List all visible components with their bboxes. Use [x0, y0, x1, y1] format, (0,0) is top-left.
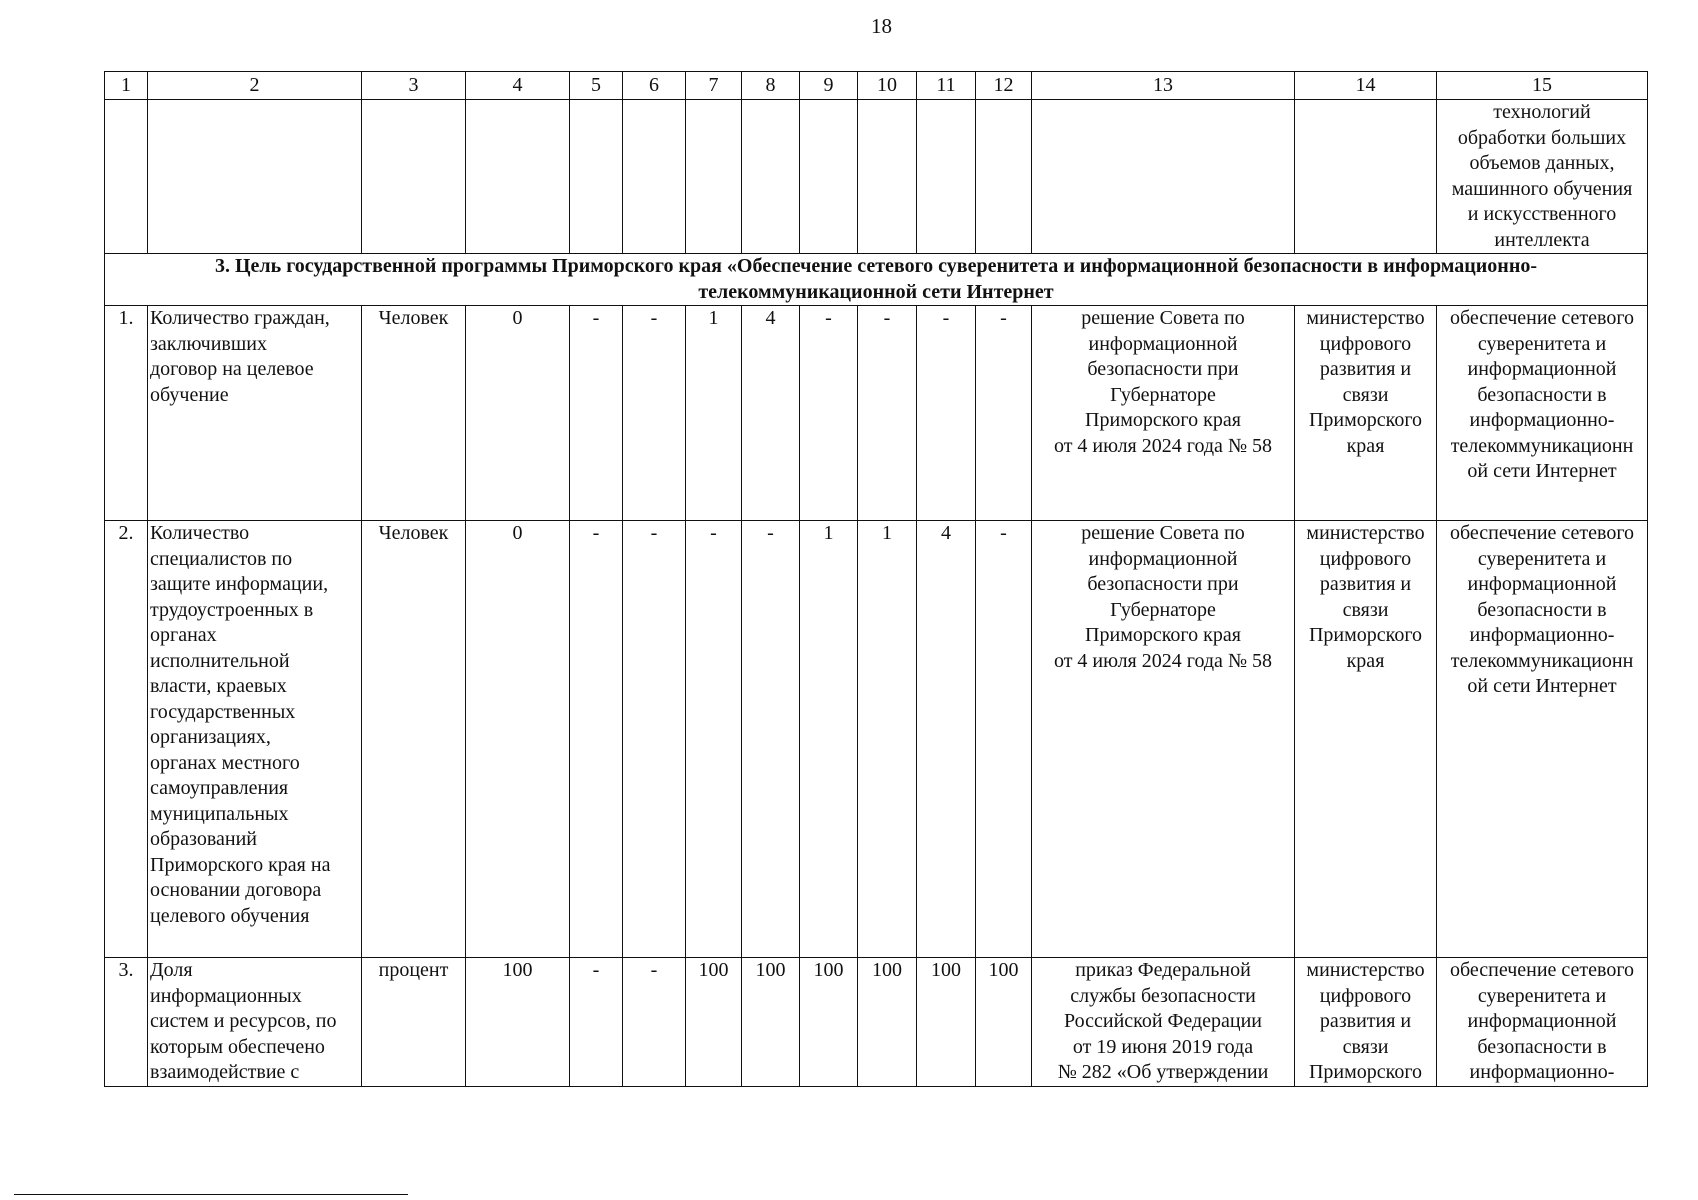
document-cell: решение Совета по информационной безопасности при Губернаторе Приморского края от 4 июля 2024 года № 58 — [1032, 521, 1295, 958]
table-row — [105, 306, 1648, 521]
indicator-name: Количество граждан, заключивших договор на целевое обучение — [148, 306, 362, 521]
column-number: 7 — [686, 72, 742, 100]
value-col6: - — [623, 306, 686, 521]
value-col10: 100 — [858, 958, 917, 1087]
value-col8: 100 — [742, 958, 800, 1087]
continuation-row — [105, 100, 1648, 254]
unit-cell: Человек — [362, 306, 466, 521]
value-col10: 1 — [858, 521, 917, 958]
column-number: 15 — [1437, 72, 1648, 100]
column-number-row — [105, 72, 1648, 100]
value-col7: 100 — [686, 958, 742, 1087]
value-col6: - — [623, 521, 686, 958]
page-number: 18 — [871, 14, 892, 38]
column-number: 1 — [105, 72, 148, 100]
value-col5: - — [570, 306, 623, 521]
value-col11: 4 — [917, 521, 976, 958]
column-number: 3 — [362, 72, 466, 100]
indicator-name: Доля информационных систем и ресурсов, по которым обеспечено взаимодействие с — [148, 958, 362, 1087]
row-number: 3. — [105, 958, 148, 1087]
responsible-cell: министерство цифрового развития и связи Приморского края — [1295, 521, 1437, 958]
responsible-cell: министерство цифрового развития и связи Приморского края — [1295, 306, 1437, 521]
footer-rule — [14, 1194, 408, 1195]
value-col8: 4 — [742, 306, 800, 521]
responsible-cell: министерство цифрового развития и связи Приморского — [1295, 958, 1437, 1087]
table-row — [105, 521, 1648, 958]
base-value: 100 — [466, 958, 570, 1087]
column-number: 2 — [148, 72, 362, 100]
value-col12: - — [976, 521, 1032, 958]
indicator-name: Количество специалистов по защите информации, трудоустроенных в органах исполнительной власти, краевых государственных организациях, органах местного самоуправления муниципальных образований Приморского края на основании договора целевого обучения — [148, 521, 362, 958]
value-col11: 100 — [917, 958, 976, 1087]
section-heading: 3. Цель государственной программы Приморского края «Обеспечение сетевого суверенитета и информационной безопасности в информационно-телекоммуникационной сети Интернет — [105, 254, 1648, 306]
row-number: 2. — [105, 521, 148, 958]
value-col9: 1 — [800, 521, 858, 958]
column-number: 4 — [466, 72, 570, 100]
value-col11: - — [917, 306, 976, 521]
goal-cell: технологий обработки больших объемов данных, машинного обучения и искусственного интеллекта — [1437, 100, 1648, 254]
column-number: 12 — [976, 72, 1032, 100]
value-col5: - — [570, 958, 623, 1087]
document-cell: решение Совета по информационной безопасности при Губернаторе Приморского края от 4 июля 2024 года № 58 — [1032, 306, 1295, 521]
column-number: 11 — [917, 72, 976, 100]
column-number: 6 — [623, 72, 686, 100]
column-number: 8 — [742, 72, 800, 100]
value-col5: - — [570, 521, 623, 958]
column-number: 10 — [858, 72, 917, 100]
unit-cell: процент — [362, 958, 466, 1087]
base-value: 0 — [466, 306, 570, 521]
value-col9: 100 — [800, 958, 858, 1087]
column-number: 13 — [1032, 72, 1295, 100]
document-cell: приказ Федеральной службы безопасности Российской Федерации от 19 июня 2019 года № 282 «Об утверждении — [1032, 958, 1295, 1087]
base-value: 0 — [466, 521, 570, 958]
value-col8: - — [742, 521, 800, 958]
column-number: 9 — [800, 72, 858, 100]
table-row — [105, 958, 1648, 1087]
value-col12: - — [976, 306, 1032, 521]
unit-cell: Человек — [362, 521, 466, 958]
value-col6: - — [623, 958, 686, 1087]
column-number: 14 — [1295, 72, 1437, 100]
goal-cell: обеспечение сетевого суверенитета и информационной безопасности в информационно- телекоммуникационн ой сети Интернет — [1437, 306, 1648, 521]
value-col9: - — [800, 306, 858, 521]
section-heading-row — [105, 254, 1648, 306]
value-col10: - — [858, 306, 917, 521]
value-col7: 1 — [686, 306, 742, 521]
value-col7: - — [686, 521, 742, 958]
row-number: 1. — [105, 306, 148, 521]
column-number: 5 — [570, 72, 623, 100]
goal-cell: обеспечение сетевого суверенитета и информационной безопасности в информационно- телекоммуникационн ой сети Интернет — [1437, 521, 1648, 958]
indicators-table — [104, 71, 1648, 1087]
goal-cell: обеспечение сетевого суверенитета и информационной безопасности в информационно- — [1437, 958, 1648, 1087]
value-col12: 100 — [976, 958, 1032, 1087]
